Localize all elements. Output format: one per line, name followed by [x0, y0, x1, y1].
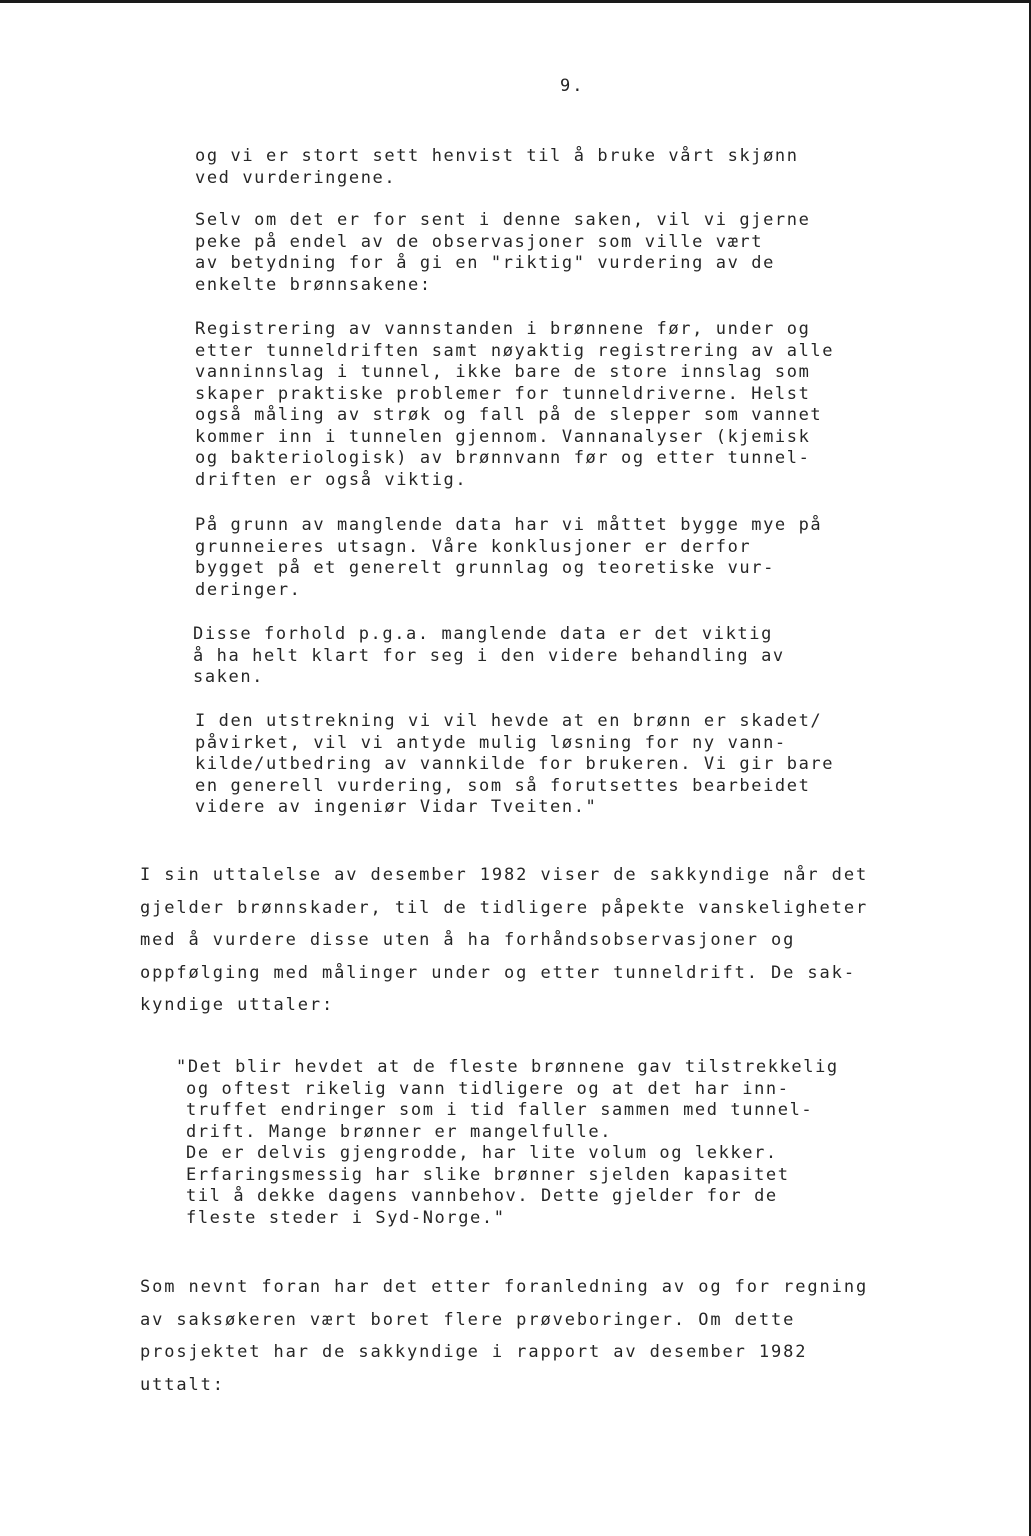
- text-line: og oftest rikelig vann tidligere og at det har inn-: [186, 1078, 790, 1099]
- text-line: I den utstrekning vi vil hevde at en brønn er skadet/: [195, 711, 823, 731]
- text-line: påvirket, vil vi antyde mulig løsning for ny vann-: [195, 732, 787, 753]
- text-line: I sin uttalelse av desember 1982 viser de sakkyndige når det: [140, 865, 869, 885]
- text-line: bygget på et generelt grunnlag og teoretiske vur-: [195, 558, 775, 578]
- text-line: å ha helt klart for seg i den videre behandling av: [193, 645, 785, 666]
- text-line: De er delvis gjengrodde, har lite volum og lekker.: [186, 1143, 778, 1163]
- text-line: På grunn av manglende data har vi måttet bygge mye på: [195, 515, 823, 535]
- text-line: "Det blir hevdet at de fleste brønnene gav tilstrekkelig: [176, 1057, 839, 1077]
- quote-paragraph-4: [195, 515, 822, 601]
- body-paragraph-2: [140, 1271, 868, 1401]
- text-line: driften er også viktig.: [195, 469, 468, 490]
- text-line: truffet endringer som i tid faller sammen med tunnel-: [186, 1100, 814, 1120]
- text-line: Registrering av vannstanden i brønnene før, under og: [195, 319, 811, 339]
- text-line: Erfaringsmessig har slike brønner sjelden kapasitet: [186, 1164, 790, 1185]
- text-line: grunneieres utsagn. Våre konklusjoner er derfor: [195, 536, 752, 557]
- quote-paragraph-2: [195, 210, 810, 296]
- text-line: videre av ingeniør Vidar Tveiten.": [195, 797, 598, 817]
- quote-paragraph-1: [195, 146, 799, 189]
- text-line: kyndige uttaler:: [140, 995, 335, 1015]
- text-line: Selv om det er for sent i denne saken, vil vi gjerne: [195, 210, 811, 230]
- text-line: Som nevnt foran har det etter foranledning av og for regning: [140, 1277, 869, 1297]
- scan-edge-top: [0, 0, 1031, 3]
- text-line: også måling av strøk og fall på de slepper som vannet: [195, 405, 823, 425]
- text-line: fleste steder i Syd-Norge.": [186, 1207, 506, 1228]
- text-line: peke på endel av de observasjoner som ville vært: [195, 231, 764, 252]
- text-line: prosjektet har de sakkyndige i rapport av desember 1982: [140, 1342, 808, 1362]
- text-line: saken.: [193, 667, 265, 687]
- text-line: skaper praktiske problemer for tunneldriverne. Helst: [195, 383, 811, 404]
- text-line: oppfølging med målinger under og etter tunneldrift. De sak-: [140, 962, 856, 983]
- text-line: vanninnslag i tunnel, ikke bare de store innslag som: [195, 362, 811, 382]
- quote-paragraph-5: [193, 624, 785, 689]
- text-line: av saksøkeren vært boret flere prøveboringer. Om dette: [140, 1309, 796, 1330]
- text-line: etter tunneldriften samt nøyaktig registrering av alle: [195, 340, 835, 361]
- text-line: deringer.: [195, 579, 302, 600]
- text-line: drift. Mange brønner er mangelfulle.: [186, 1121, 613, 1142]
- text-line: og vi er stort sett henvist til å bruke vårt skjønn: [195, 146, 799, 166]
- page-number: 9.: [560, 76, 585, 96]
- text-line: en generell vurdering, som så forutsettes bearbeidet: [195, 775, 811, 796]
- text-line: kommer inn i tunnelen gjennom. Vannanalyser (kjemisk: [195, 426, 811, 447]
- text-line: kilde/utbedring av vannkilde for brukeren. Vi gir bare: [195, 754, 835, 774]
- text-line: gjelder brønnskader, til de tidligere påpekte vanskeligheter: [140, 897, 869, 918]
- text-line: av betydning for å gi en "riktig" vurdering av de: [195, 253, 775, 273]
- text-line: med å vurdere disse uten å ha forhåndsobservasjoner og: [140, 930, 796, 950]
- text-line: enkelte brønnsakene:: [195, 274, 432, 295]
- text-line: ved vurderingene.: [195, 167, 397, 188]
- text-line: uttalt:: [140, 1374, 225, 1395]
- text-line: Disse forhold p.g.a. manglende data er det viktig: [193, 624, 773, 644]
- quote-paragraph-6: [195, 711, 834, 819]
- text-line: til å dekke dagens vannbehov. Dette gjelder for de: [186, 1186, 778, 1206]
- quote-paragraph-3: [195, 319, 834, 491]
- quote-paragraph-7: [176, 1057, 839, 1229]
- text-line: og bakteriologisk) av brønnvann før og etter tunnel-: [195, 448, 811, 468]
- body-paragraph-1: [140, 859, 868, 1022]
